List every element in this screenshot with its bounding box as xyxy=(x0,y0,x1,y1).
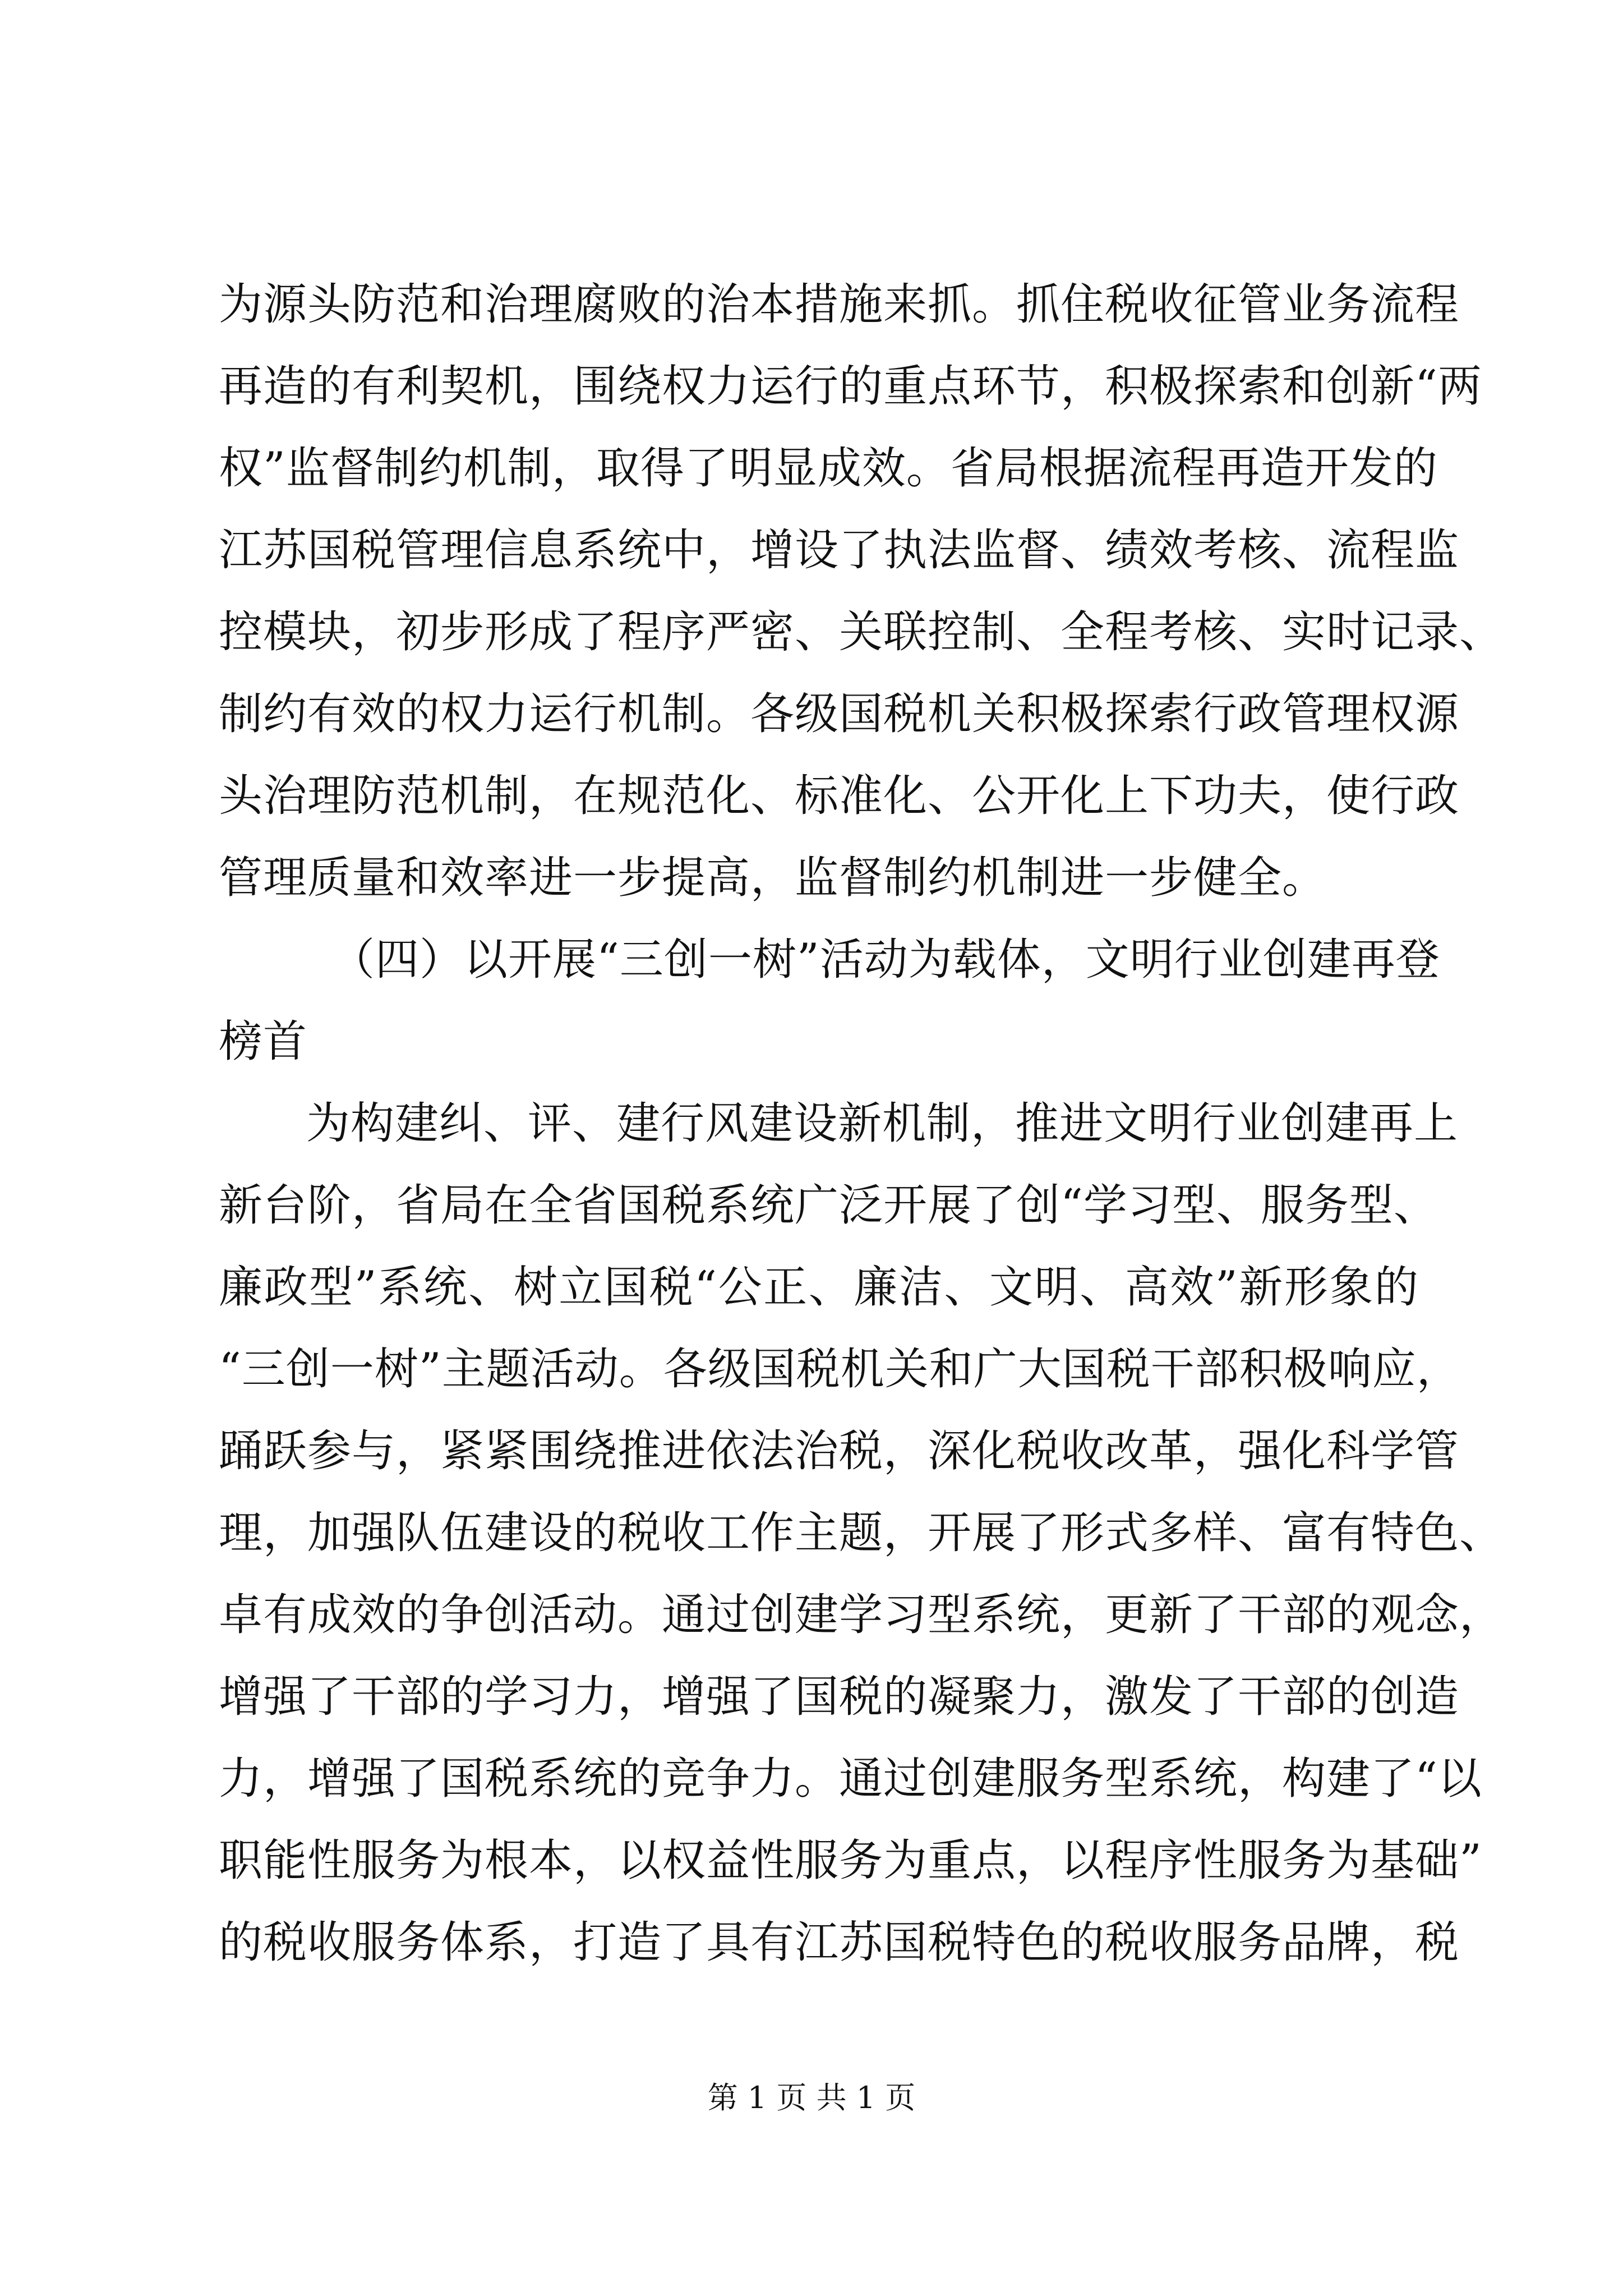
text-line: 增强了干部的学习力，增强了国税的凝聚力，激发了干部的创造 xyxy=(219,1672,1460,1722)
text-line: 的税收服务体系，打造了具有江苏国税特色的税收服务品牌，税 xyxy=(219,1917,1460,1968)
text-line: 卓有成效的争创活动。通过创建学习型系统，更新了干部的观念， xyxy=(219,1590,1504,1640)
text-line: 廉政型”系统、树立国税“公正、廉洁、文明、高效”新形象的 xyxy=(219,1262,1419,1313)
text-line: 新台阶，省局在全省国税系统广泛开展了创“学习型、服务型、 xyxy=(219,1180,1438,1231)
text-line: 理，加强队伍建设的税收工作主题，开展了形式多样、富有特色、 xyxy=(219,1508,1504,1558)
text-line: 力，增强了国税系统的竞争力。通过创建服务型系统，构建了“以 xyxy=(219,1754,1482,1804)
text-line: 再造的有利契机，围绕权力运行的重点环节，积极探索和创新“两 xyxy=(219,361,1482,412)
text-line: 控模块，初步形成了程序严密、关联控制、全程考核、实时记录、 xyxy=(219,607,1504,657)
text-line: 权”监督制约机制，取得了明显成效。省局根据流程再造开发的 xyxy=(219,443,1438,494)
text-line: 为源头防范和治理腐败的治本措施来抓。抓住税收征管业务流程 xyxy=(219,279,1460,330)
section-heading: （四）以开展“三创一树”活动为载体，文明行业创建再登 xyxy=(331,935,1440,985)
document-body xyxy=(219,264,1504,1984)
text-line: “三创一树”主题活动。各级国税机关和广大国税干部积极响应， xyxy=(219,1344,1461,1395)
text-line: 头治理防范机制，在规范化、标准化、公开化上下功夫，使行政 xyxy=(219,771,1460,821)
page-footer: 第 1 页 共 1 页 xyxy=(707,2080,916,2115)
text-line: 江苏国税管理信息系统中，增设了执法监督、绩效考核、流程监 xyxy=(219,525,1460,576)
text-line: 踊跃参与，紧紧围绕推进依法治税，深化税收改革，强化科学管 xyxy=(219,1426,1460,1476)
text-line: 职能性服务为根本，以权益性服务为重点，以程序性服务为基础” xyxy=(219,1835,1482,1886)
text-line: 制约有效的权力运行机制。各级国税机关积极探索行政管理权源 xyxy=(219,689,1460,739)
text-line: 为构建纠、评、建行风建设新机制，推进文明行业创建再上 xyxy=(306,1098,1459,1149)
text-line: 管理质量和效率进一步提高，监督制约机制进一步健全。 xyxy=(219,853,1327,903)
section-heading-continued: 榜首 xyxy=(219,1016,308,1067)
